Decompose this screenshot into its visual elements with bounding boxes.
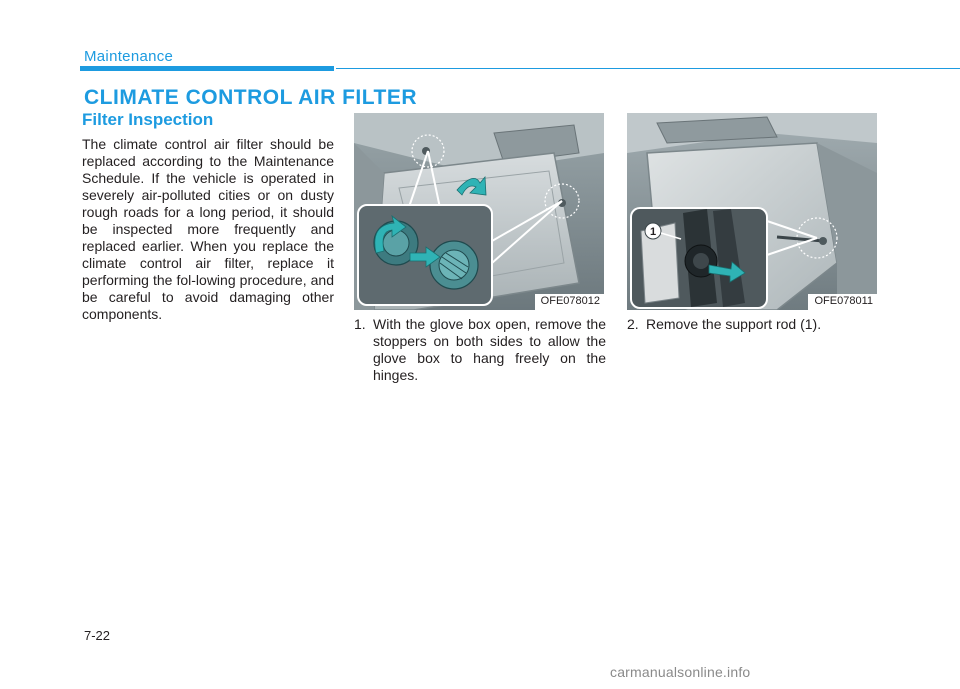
page-title: CLIMATE CONTROL AIR FILTER — [84, 86, 418, 109]
figure-code: OFE078011 — [808, 294, 877, 310]
step-text: Remove the support rod (1). — [646, 316, 822, 332]
step-number: 2. — [627, 316, 639, 332]
section-label: Maintenance — [84, 48, 174, 65]
step-1 — [354, 316, 606, 384]
glove-box-illustration — [354, 113, 604, 310]
page-number: 7-22 — [84, 628, 111, 643]
intro-paragraph: The climate control air filter should be replaced according to the Maintenance Schedule. If the vehicle is operated in severely air-polluted cities or on dusty rough roads for a long period, it should be inspected more frequently and replaced earlier. When you replace the climate control air filter, replace it performing the fol-lowing procedure, and be careful to avoid damaging other components. — [82, 136, 334, 322]
header-rule-thick — [80, 66, 334, 71]
figure-support-rod — [627, 113, 877, 310]
support-rod-illustration — [627, 113, 877, 310]
watermark: carmanualsonline.info — [610, 664, 751, 680]
step-text: With the glove box open, remove the stoppers on both sides to allow the glove box to hang freely on the hinges. — [373, 316, 606, 383]
callout-number: 1 — [649, 226, 657, 238]
section-subtitle: Filter Inspection — [82, 110, 214, 129]
figure-glove-box-stoppers — [354, 113, 604, 310]
step-number: 1. — [354, 316, 366, 332]
figure-code: OFE078012 — [535, 294, 604, 310]
header-rule-thin — [336, 68, 960, 69]
step-2 — [627, 316, 879, 333]
